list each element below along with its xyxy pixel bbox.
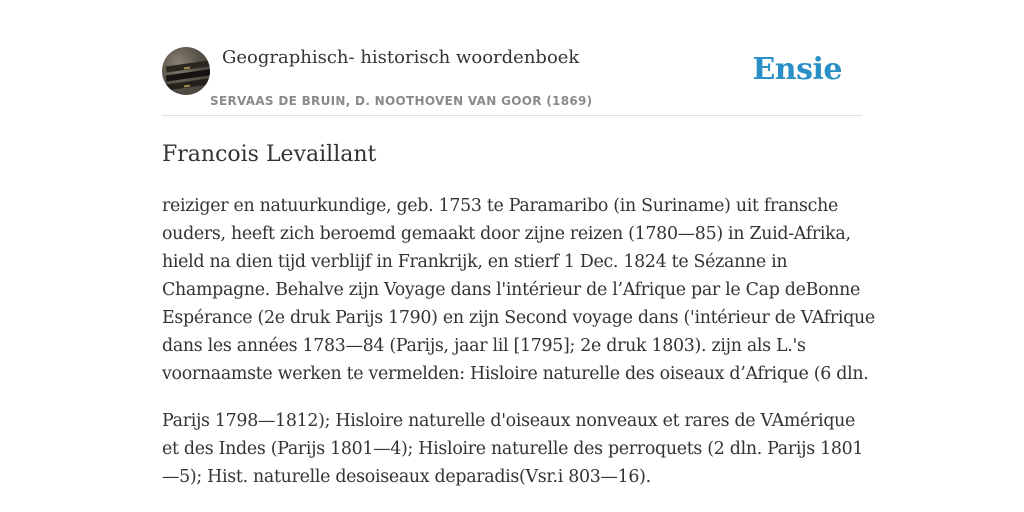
ensie-logo-link[interactable]: Ensie	[752, 52, 842, 87]
text-line: Champagne. Behalve zijn Voyage dans l'intérieur de l’Afrique par le Cap deBonne	[162, 280, 861, 300]
book-spines-avatar-icon[interactable]	[162, 47, 210, 95]
entry-body	[162, 192, 875, 510]
text-line: Parijs 1798—1812); Hisloire naturelle d'oiseaux nonveaux et rares de VAmérique	[162, 411, 856, 431]
text-line: hield na dien tijd verblijf in Frankrijk, en stierf 1 Dec. 1824 te Sézanne in	[162, 252, 788, 272]
text-line: et des Indes (Parijs 1801—4); Hisloire naturelle des perroquets (2 dln. Parijs 1801	[162, 439, 864, 459]
site-header	[162, 46, 862, 116]
text-line: voornaamste werken te vermelden: Hisloire naturelle des oiseaux d’Afrique (6 dln.	[162, 364, 869, 384]
text-line: dans les années 1783—84 (Parijs, jaar lil [1795]; 2e druk 1803). zijn als L.'s	[162, 336, 806, 356]
source-book-title-link[interactable]: Geographisch- historisch woordenboek	[222, 47, 580, 68]
entry-title: Francois Levaillant	[162, 142, 377, 167]
entry-paragraph	[162, 407, 862, 491]
text-line: reiziger en natuurkundige, geb. 1753 te Paramaribo (in Suriname) uit fransche	[162, 196, 838, 216]
source-book-authors: SERVAAS DE BRUIN, D. NOOTHOVEN VAN GOOR (1869)	[210, 94, 593, 108]
text-line: ouders, heeft zich beroemd gemaakt door zijne reizen (1780—85) in Zuid-Afrika,	[162, 224, 851, 244]
entry-paragraph	[162, 192, 875, 388]
text-line: Espérance (2e druk Parijs 1790) en zijn Second voyage dans ('intérieur de VAfrique	[162, 308, 875, 328]
text-line: —5); Hist. naturelle desoiseaux deparadis(Vsr.i 803—16).	[162, 467, 651, 487]
